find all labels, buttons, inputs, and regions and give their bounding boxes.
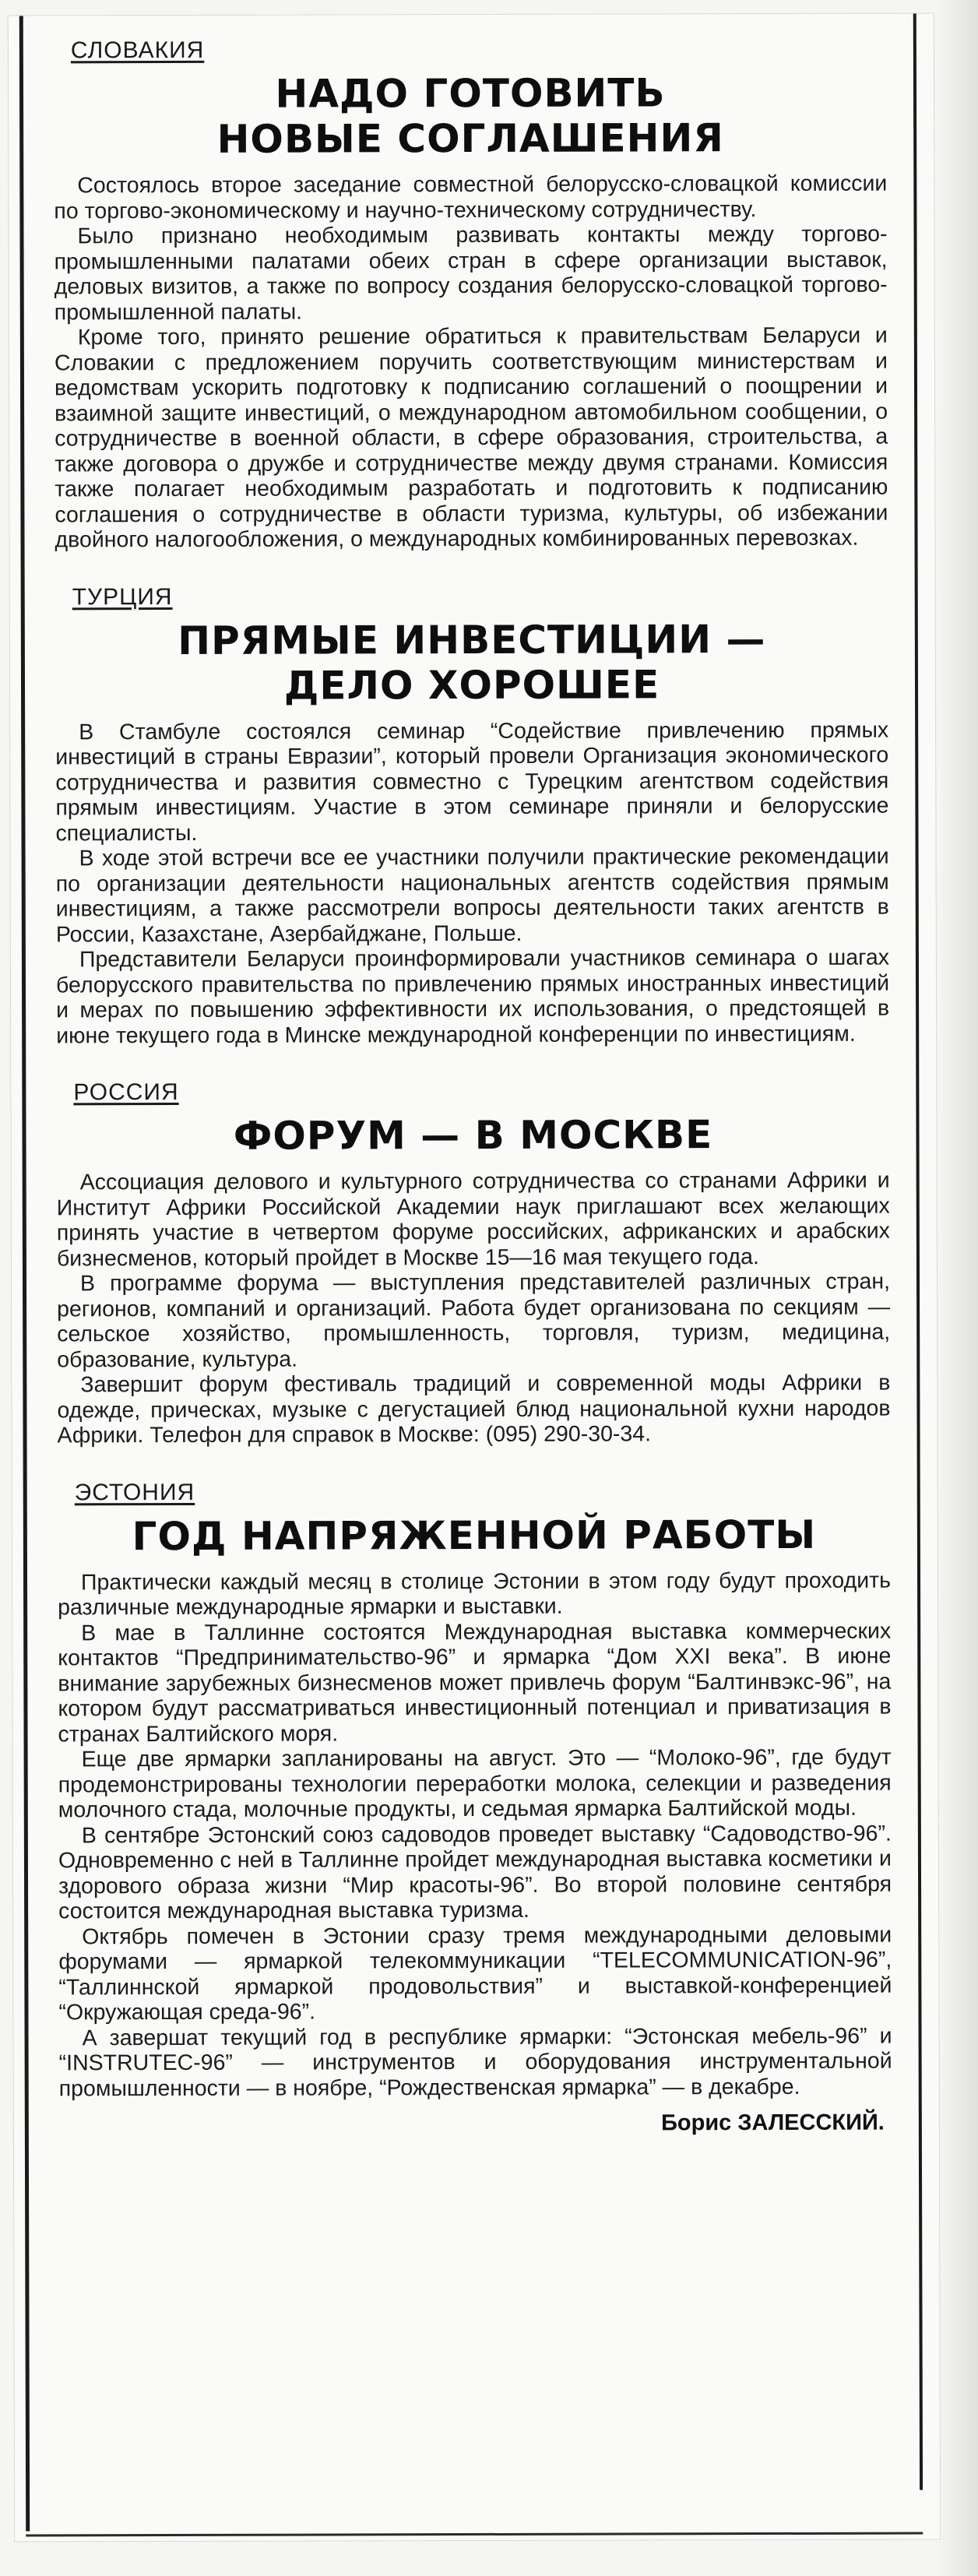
headline-line: НОВЫЕ СОГЛАШЕНИЯ <box>216 115 724 162</box>
article-headline <box>56 1112 889 1160</box>
section-kicker: СЛОВАКИЯ <box>70 37 205 64</box>
paragraph: В ходе этой встречи все ее участники получили практические рекомендации по организации деятельности национальных агентств содействия прямым инвестициям, а также рассмотрели вопросы деятельности таких агентств в России, Казахстане, Азербайджане, Польше. <box>55 843 889 947</box>
article-turkey <box>55 568 890 1048</box>
paragraph: Ассоциация делового и культурного сотрудничества со странами Африки и Институт Африки Российской Академии наук приглашают всех желающих принять участие в четвертом форуме российских, африканских и арабских бизнесменов, который пройдет в Москве 15—16 мая текущего года. <box>56 1167 890 1271</box>
article-slovakia <box>54 22 888 553</box>
headline-line: ПРЯМЫЕ ИНВЕСТИЦИИ — <box>178 616 766 663</box>
paragraph: Завершит форум фестиваль традиций и современной моды Африки в одежде, прическах, музыке с дегустацией блюд национальной кухни народов Африки. Телефон для справок в Москве: (095) 290-30-34. <box>57 1370 891 1448</box>
paragraph: В Стамбуле состоялся семинар “Содействие привлечению прямых инвестиций в страны Евразии”, который провели Организация экономического сотрудничества и развития совместно с Турецким агентством содействия прямым инвестициям. Участие в этом семинаре приняли и белорусские специалисты. <box>55 717 889 846</box>
paragraph: Еще две ярмарки запланированы на август. Это — “Молоко-96”, где будут продемонстрированы технологии переработки молока, селекции и разведения молочного стада, молочные продукты, и седьмая ярмарка Балтийской моды. <box>58 1744 892 1823</box>
article-russia <box>56 1064 890 1448</box>
headline-line: ГОД НАПРЯЖЕННОЙ РАБОТЫ <box>132 1511 817 1559</box>
paragraph: В программе форума — выступления представителей различных стран, регионов, компаний и организаций. Работа будет организована по секциям — сельское хозяйство, промышленность, торговля, туризм, медицина, образование, культура. <box>57 1269 891 1372</box>
paragraph: В сентябре Эстонский союз садоводов проведет выставку “Садоводство-96”. Одновременно с ней в Таллинне пройдет международная выставка косметики и здорового образа жизни “Мир красоты-96”. Во второй половине сентября состоится международная выставка туризма. <box>58 1821 892 1924</box>
bottom-rule <box>26 2532 923 2536</box>
article-column <box>54 22 892 2155</box>
page-edge-shadow <box>939 0 978 2576</box>
paragraph: Кроме того, принято решение обратиться к правительствам Беларуси и Словакии с предложением поручить соответствующим министерствам и ведомствам ускорить подготовку к подписанию соглашений о поощрении и взаимной защите инвестиций, о международном автомобильном сообщении, о сотрудничестве в военной области, в сфере образования, строительства, а также договора о дружбе и сотрудничестве между двумя странами. Комиссия также полагает необходимым разработать и подготовить к подписанию соглашения о сотрудничестве в области туризма, культуры, об избежании двойного налогообложения, о международных комбинированных перевозках. <box>54 322 888 553</box>
headline-line: НАДО ГОТОВИТЬ <box>275 70 666 117</box>
section-kicker: ЭСТОНИЯ <box>74 1479 195 1505</box>
paragraph: А завершат текущий год в республике ярмарки: “Эстонская мебель-96” и “INSTRUTEC-96” — инструментов и оборудования инструментальной промышленности — в ноябре, “Рождественская ярмарка” — в декабре. <box>58 2023 892 2101</box>
section-kicker: ТУРЦИЯ <box>72 583 173 610</box>
section-kicker: РОССИЯ <box>73 1079 179 1106</box>
article-headline <box>54 70 887 163</box>
article-headline <box>58 1511 891 1559</box>
left-column-rule <box>19 16 30 2532</box>
paragraph: Было признано необходимым развивать контакты между торгово-промышленными палатами обеих стран в сфере организации выставок, деловых визитов, а также по вопросу создания белорусско-словацкой торгово-промышленной палаты. <box>54 221 888 325</box>
right-column-rule <box>913 14 923 2490</box>
article-estonia <box>58 1463 892 2138</box>
paragraph: В мае в Таллинне состоятся Международная выставка коммерческих контактов “Предпринимательство-96” и ярмарка “Дом XXI века”. В июне внимание зарубежных бизнесменов может привлечь форум “Балтинвэкс-96”, на котором будут рассматриваться инвестиционный потенциал и приватизация в странах Балтийского моря. <box>58 1618 892 1747</box>
headline-line: ДЕЛО ХОРОШЕЕ <box>283 661 660 709</box>
paragraph: Октябрь помечен в Эстонии сразу тремя международными деловыми форумами — ярмаркой телекоммуникации “TELECOMMUNICATION-96”, “Таллиннской ярмаркой продовольствия” и выставкой-конференцией “Окружающая среда-96”. <box>58 1922 892 2025</box>
newspaper-clipping <box>8 12 941 2542</box>
author-signature: Борис ЗАЛЕССКИЙ. <box>661 2110 885 2136</box>
headline-line: ФОРУМ — В МОСКВЕ <box>233 1112 713 1159</box>
article-headline <box>55 616 888 709</box>
paragraph: Состоялось второе заседание совместной белорусско-словацкой комиссии по торгово-экономическому и научно-техническому сотрудничеству. <box>54 171 888 223</box>
paragraph: Представители Беларуси проинформировали участников семинара о шагах белорусского правительства по привлечению прямых иностранных инвестиций и мерах по повышению эффективности их использования, о предстоящей в июне текущего года в Минске международной конференции по инвестициям. <box>55 945 890 1048</box>
paragraph: Практически каждый месяц в столице Эстонии в этом году будут проходить различные международные ярмарки и выставки. <box>58 1568 892 1621</box>
